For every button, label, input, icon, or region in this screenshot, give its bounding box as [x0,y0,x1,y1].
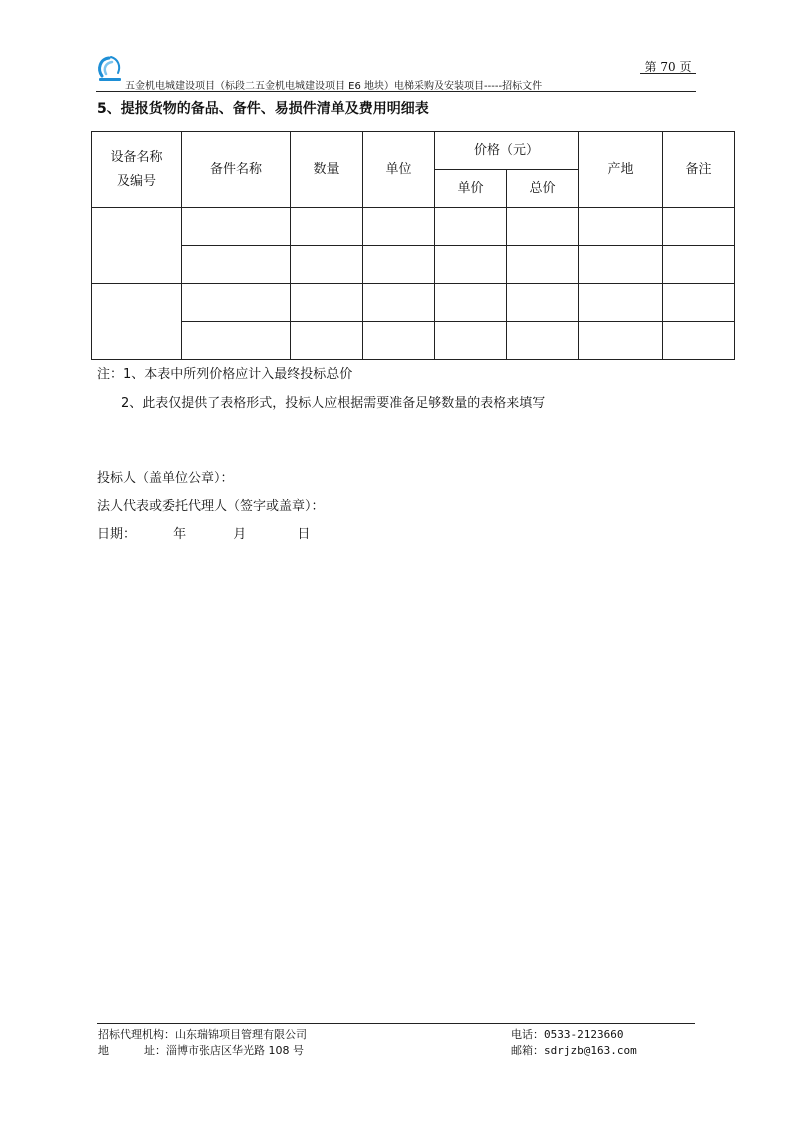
header-unit-price: 单价 [435,170,507,208]
table-row [92,208,735,246]
table-cell [363,284,435,322]
date-day: 日 [297,527,311,542]
date-row [97,521,325,549]
page-number-rule [640,73,696,74]
table-notes [97,360,545,418]
table-cell [579,208,663,246]
representative-signature-label: 法人代表或委托代理人（签字或盖章）： [97,499,325,514]
table-cell [291,284,363,322]
footer-phone [511,1026,623,1042]
date-label: 日期： [97,527,137,542]
date-month: 月 [233,527,247,542]
table-cell [435,322,507,360]
address-value: 淄博市张店区华光路 108 号 [166,1044,304,1057]
note-1: 注：1、本表中所列价格应计入最终投标总价 [97,367,353,382]
spare-parts-table [91,131,735,360]
footer-address [98,1042,304,1058]
address-label-part1: 地 [98,1044,109,1057]
header-device-name: 设备名称及编号 [92,132,182,208]
table-row [92,246,735,284]
company-logo [96,54,124,82]
table-cell [507,208,579,246]
header-price: 价格（元） [435,132,579,170]
table-row [92,322,735,360]
table-cell [291,246,363,284]
table-cell [92,284,182,360]
table-cell [663,284,735,322]
bidder-seal-label: 投标人（盖单位公章）： [97,471,234,486]
address-label-part2: 址： [144,1044,166,1057]
table-cell [291,322,363,360]
phone-value: 0533-2123660 [544,1028,624,1041]
table-cell [663,246,735,284]
table-cell [579,246,663,284]
phone-label: 电话： [511,1028,544,1041]
table-cell [435,246,507,284]
table-cell [291,208,363,246]
table-cell [182,208,291,246]
section-title: 5、提报货物的备品、备件、易损件清单及费用明细表 [97,101,429,117]
table-cell [663,322,735,360]
page-number: 第 70 页 [644,60,692,74]
table-cell [507,322,579,360]
table-cell [507,246,579,284]
table-cell [363,208,435,246]
table-row [92,284,735,322]
table-cell [92,208,182,284]
document-header-title: 五金机电城建设项目（标段二五金机电城建设项目 E6 地块）电梯采购及安装项目-----招标文件 [125,81,543,92]
footer-agency [98,1026,307,1042]
table-cell [435,284,507,322]
header-total-price: 总价 [507,170,579,208]
table-cell [435,208,507,246]
footer-rule [97,1023,695,1024]
email-label: 邮箱： [511,1044,544,1057]
table-cell [579,322,663,360]
table-cell [663,208,735,246]
header-unit: 单位 [363,132,435,208]
table-cell [579,284,663,322]
table-cell [507,284,579,322]
table-cell [182,284,291,322]
date-year: 年 [173,527,187,542]
table-cell [363,246,435,284]
agency-label: 招标代理机构： [98,1028,175,1041]
header-rule [96,91,696,92]
header-remarks: 备注 [663,132,735,208]
header-part-name: 备件名称 [182,132,291,208]
table-cell [182,246,291,284]
header-origin: 产地 [579,132,663,208]
email-value: sdrjzb@163.com [544,1044,637,1057]
signature-block [97,465,325,549]
footer-email [511,1042,637,1058]
header-quantity: 数量 [291,132,363,208]
note-2: 2、此表仅提供了表格形式，投标人应根据需要准备足够数量的表格来填写 [121,396,546,411]
table-cell [363,322,435,360]
agency-name: 山东瑞锦项目管理有限公司 [175,1028,307,1041]
table-cell [182,322,291,360]
